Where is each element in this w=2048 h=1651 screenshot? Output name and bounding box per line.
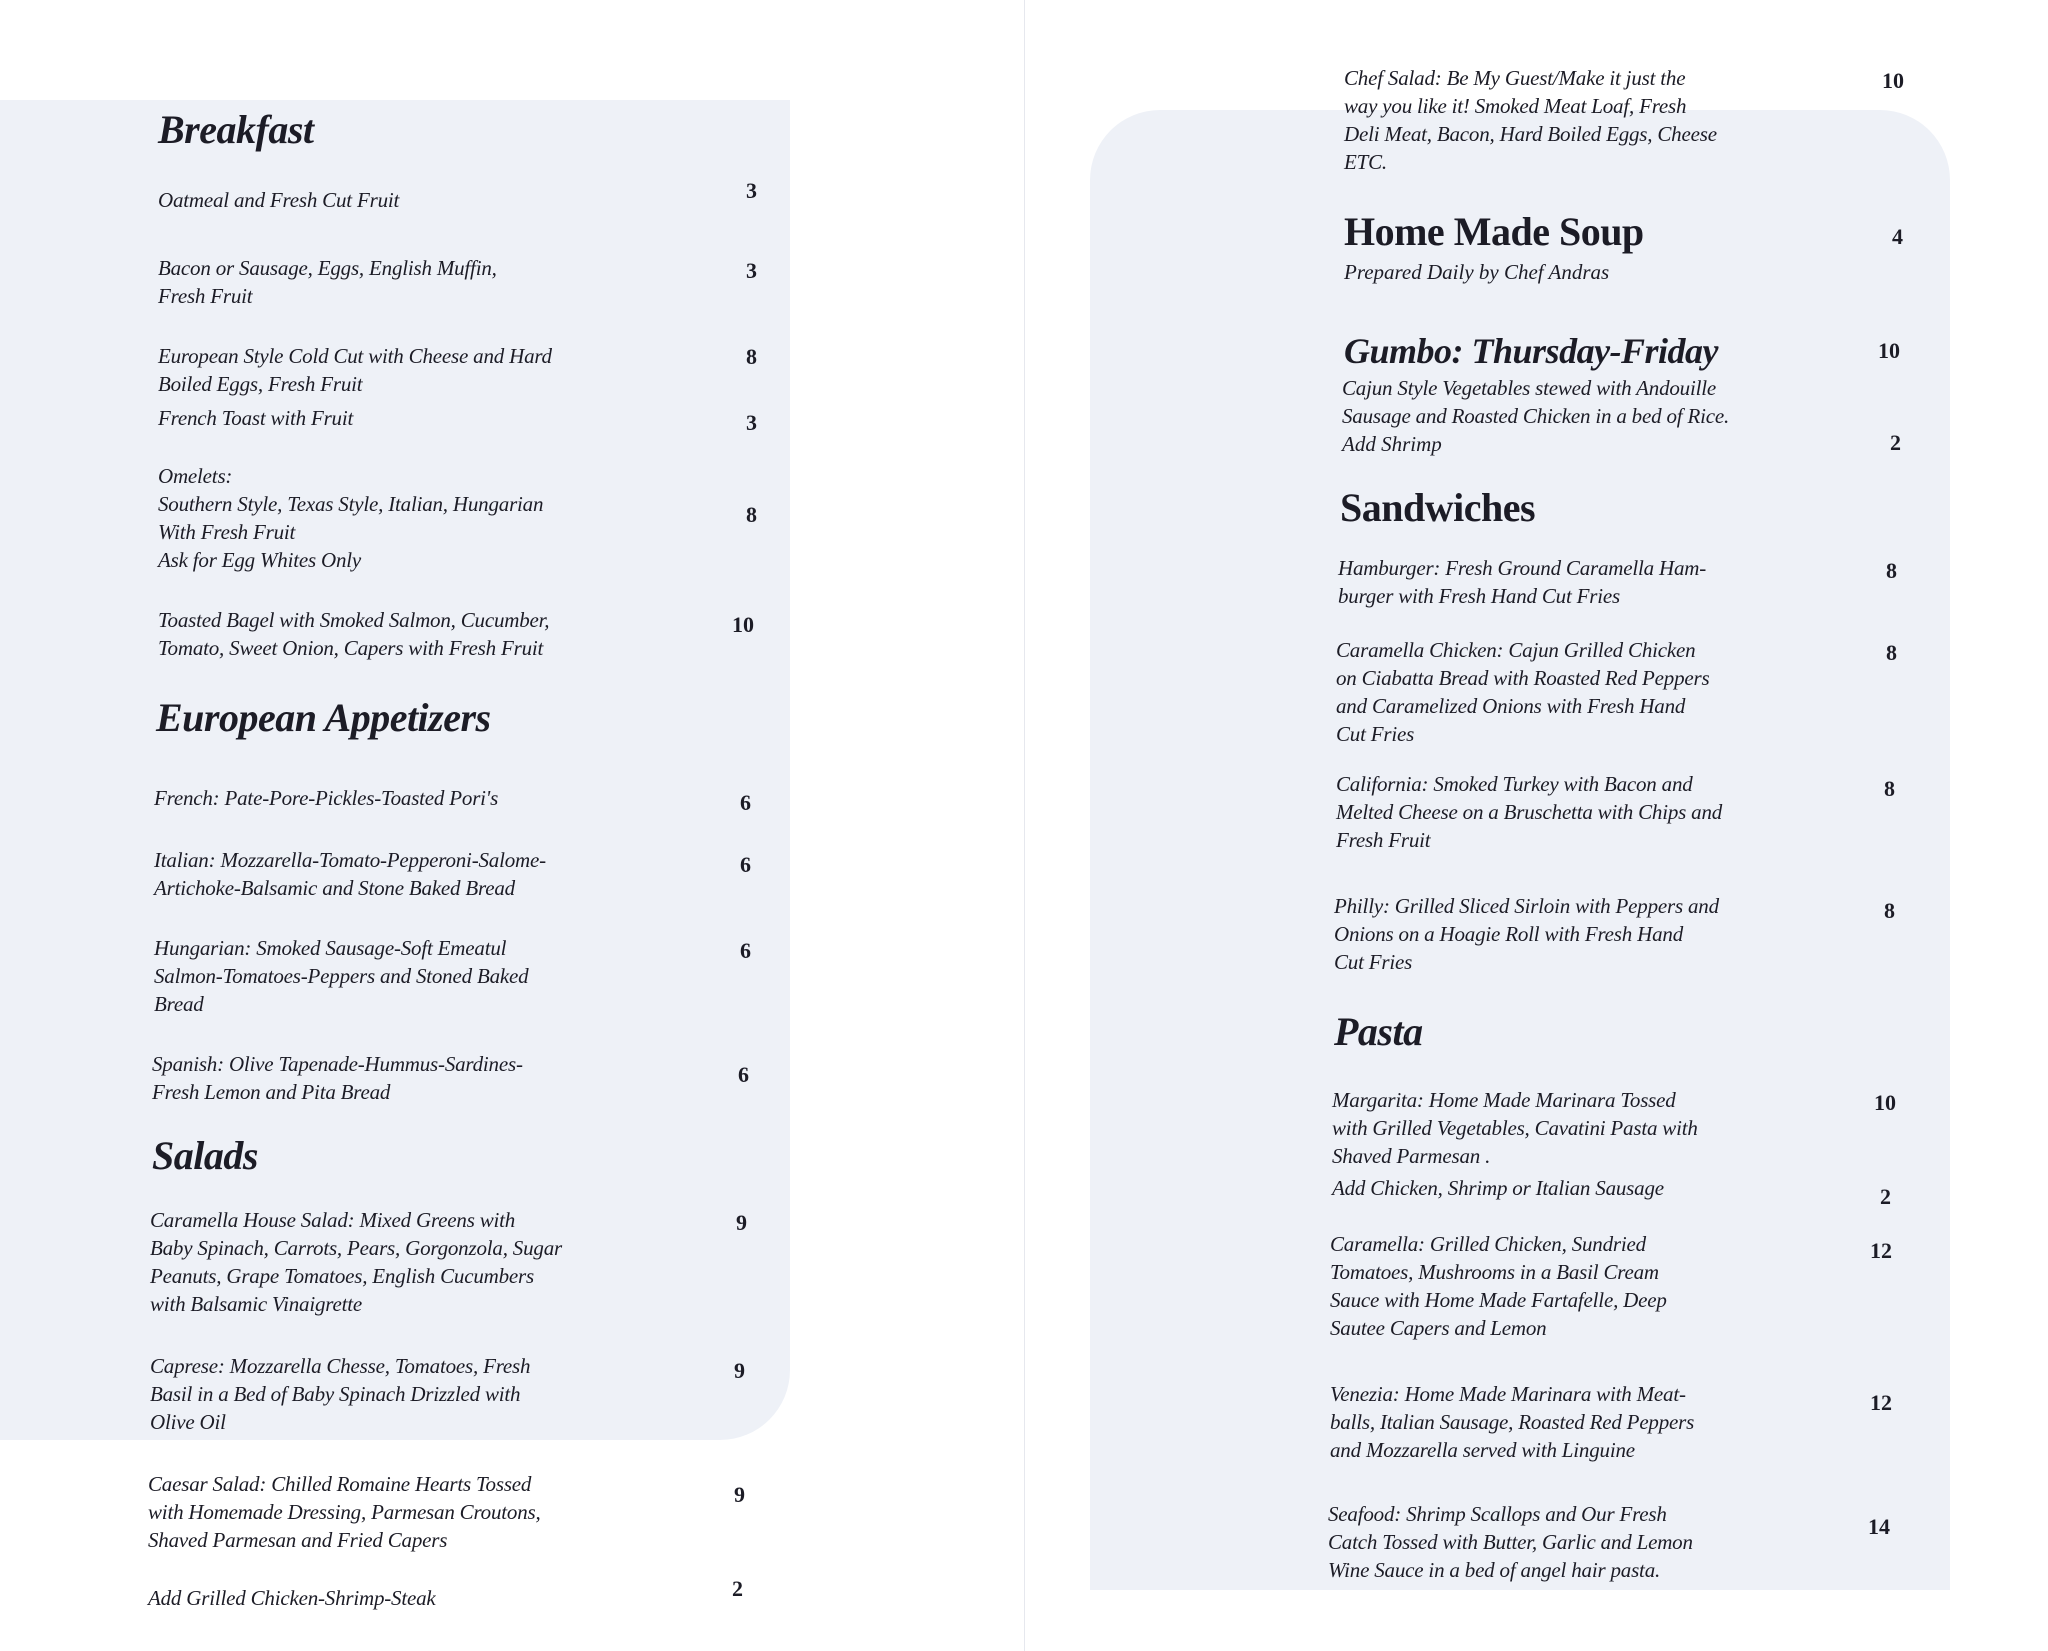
item-price: 10 xyxy=(732,612,754,637)
item-price: 6 xyxy=(740,790,751,815)
item-price: 3 xyxy=(746,410,757,435)
european-appetizers-title: European Appetizers xyxy=(156,695,491,740)
sandwiches-title: Sandwiches xyxy=(1340,485,1536,530)
soup-subtitle: Prepared Daily by Chef Andras xyxy=(1344,260,1610,284)
item-description: Bacon or Sausage, Eggs, English Muffin, Fresh Fruit xyxy=(158,256,497,308)
item-description: Caprese: Mozzarella Chesse, Tomatoes, Fresh Basil in a Bed of Baby Spinach Drizzled with Olive Oil xyxy=(150,1354,531,1434)
item-description: Add Grilled Chicken-Shrimp-Steak xyxy=(148,1586,436,1610)
item-price: 2 xyxy=(1890,430,1901,455)
menu-item xyxy=(1336,770,1776,854)
item-price: 8 xyxy=(746,502,757,527)
item-description: European Style Cold Cut with Cheese and Hard Boiled Eggs, Fresh Fruit xyxy=(158,344,552,396)
item-description: California: Smoked Turkey with Bacon and Melted Cheese on a Bruschetta with Chips and Fresh Fruit xyxy=(1336,772,1723,852)
item-description: Spanish: Olive Tapenade-Hummus-Sardines- Fresh Lemon and Pita Bread xyxy=(152,1052,523,1104)
menu-item xyxy=(148,1584,588,1612)
menu-item xyxy=(158,254,598,310)
item-description: Hungarian: Smoked Sausage-Soft Emeatul Salmon-Tomatoes-Peppers and Stoned Baked Bread xyxy=(154,936,529,1016)
item-price: 2 xyxy=(1880,1184,1891,1209)
menu-item xyxy=(148,1470,588,1554)
breakfast-title: Breakfast xyxy=(158,107,314,152)
menu-item xyxy=(1328,1500,1768,1584)
item-price: 12 xyxy=(1870,1238,1892,1263)
item-description: Caramella: Grilled Chicken, Sundried Tomatoes, Mushrooms in a Basil Cream Sauce with Home Made Fartafelle, Deep Sautee Capers and Lemon xyxy=(1330,1232,1667,1340)
menu-item xyxy=(1334,892,1774,976)
salads-title: Salads xyxy=(152,1133,258,1178)
item-price: 4 xyxy=(1892,224,1903,249)
item-description: Hamburger: Fresh Ground Caramella Ham- burger with Fresh Hand Cut Fries xyxy=(1338,556,1707,608)
item-description: Toasted Bagel with Smoked Salmon, Cucumber, Tomato, Sweet Onion, Capers with Fresh Fruit xyxy=(158,608,550,660)
item-price: 10 xyxy=(1878,338,1900,363)
item-price: 3 xyxy=(746,178,757,203)
item-price: 8 xyxy=(1884,776,1895,801)
menu-item xyxy=(150,1206,600,1318)
item-description: Caramella Chicken: Cajun Grilled Chicken on Ciabatta Bread with Roasted Red Peppers and Caramelized Onions with Fresh Hand Cut Fries xyxy=(1336,638,1710,746)
menu-item xyxy=(1338,554,1778,610)
item-description: Caramella House Salad: Mixed Greens with Baby Spinach, Carrots, Pears, Gorgonzola, Sugar Peanuts, Grape Tomatoes, English Cucumbers with Balsamic Vinaigrette xyxy=(150,1208,562,1316)
item-price: 9 xyxy=(736,1210,747,1235)
menu-item xyxy=(154,784,594,812)
menu-item xyxy=(154,934,594,1018)
menu-item xyxy=(150,1352,590,1436)
home-made-soup-title: Home Made Soup xyxy=(1344,209,1644,254)
item-description: Omelets: Southern Style, Texas Style, Italian, Hungarian With Fresh Fruit Ask for Egg Whites Only xyxy=(158,464,544,572)
menu-item xyxy=(158,186,598,214)
item-description: Add Chicken, Shrimp or Italian Sausage xyxy=(1332,1176,1664,1200)
pasta-title: Pasta xyxy=(1334,1009,1423,1054)
item-price: 8 xyxy=(1884,898,1895,923)
menu-item xyxy=(1332,1086,1772,1170)
item-description: Caesar Salad: Chilled Romaine Hearts Tossed with Homemade Dressing, Parmesan Croutons, Shaved Parmesan and Fried Capers xyxy=(148,1472,541,1552)
item-description: Philly: Grilled Sliced Sirloin with Peppers and Onions on a Hoagie Roll with Fresh Hand Cut Fries xyxy=(1334,894,1719,974)
menu-item xyxy=(1336,636,1776,748)
item-description: Cajun Style Vegetables stewed with Andouille Sausage and Roasted Chicken in a bed of Rice. xyxy=(1342,376,1729,428)
menu-item-gumbo xyxy=(1342,374,1782,430)
page-fold xyxy=(1024,0,1025,1651)
item-price: 12 xyxy=(1870,1390,1892,1415)
item-price: 9 xyxy=(734,1482,745,1507)
menu-item xyxy=(158,606,598,662)
item-description: Italian: Mozzarella-Tomato-Pepperoni-Salome- Artichoke-Balsamic and Stone Baked Bread xyxy=(154,848,546,900)
menu-item xyxy=(158,462,598,574)
item-description: Margarita: Home Made Marinara Tossed with Grilled Vegetables, Cavatini Pasta with Shaved Parmesan . xyxy=(1332,1088,1698,1168)
menu-item xyxy=(1330,1230,1770,1342)
menu-item xyxy=(158,342,598,398)
menu-item xyxy=(1330,1380,1770,1464)
item-price: 3 xyxy=(746,258,757,283)
item-description: French: Pate-Pore-Pickles-Toasted Pori's xyxy=(154,786,499,810)
item-price: 6 xyxy=(740,852,751,877)
item-price: 6 xyxy=(740,938,751,963)
item-price: 10 xyxy=(1882,68,1904,93)
item-price: 2 xyxy=(732,1576,743,1601)
item-description: French Toast with Fruit xyxy=(158,406,354,430)
item-price: 8 xyxy=(1886,558,1897,583)
item-description: Seafood: Shrimp Scallops and Our Fresh Catch Tossed with Butter, Garlic and Lemon Wine Sauce in a bed of angel hair pasta. xyxy=(1328,1502,1693,1582)
item-price: 14 xyxy=(1868,1514,1890,1539)
menu-item xyxy=(158,404,598,432)
menu-item xyxy=(152,1050,592,1106)
add-shrimp-label: Add Shrimp xyxy=(1342,432,1442,456)
item-price: 9 xyxy=(734,1358,745,1383)
menu-item-chef-salad xyxy=(1344,64,1784,176)
item-price: 8 xyxy=(1886,640,1897,665)
item-price: 8 xyxy=(746,344,757,369)
item-price: 10 xyxy=(1874,1090,1896,1115)
gumbo-title: Gumbo: Thursday-Friday xyxy=(1344,331,1719,371)
item-description: Chef Salad: Be My Guest/Make it just the way you like it! Smoked Meat Loaf, Fresh Deli Meat, Bacon, Hard Boiled Eggs, Cheese ETC. xyxy=(1344,66,1717,174)
item-description: Venezia: Home Made Marinara with Meat- balls, Italian Sausage, Roasted Red Peppers and Mozzarella served with Linguine xyxy=(1330,1382,1695,1462)
item-price: 6 xyxy=(738,1062,749,1087)
item-description: Oatmeal and Fresh Cut Fruit xyxy=(158,188,400,212)
menu-item xyxy=(154,846,594,902)
menu-item xyxy=(1332,1174,1772,1202)
